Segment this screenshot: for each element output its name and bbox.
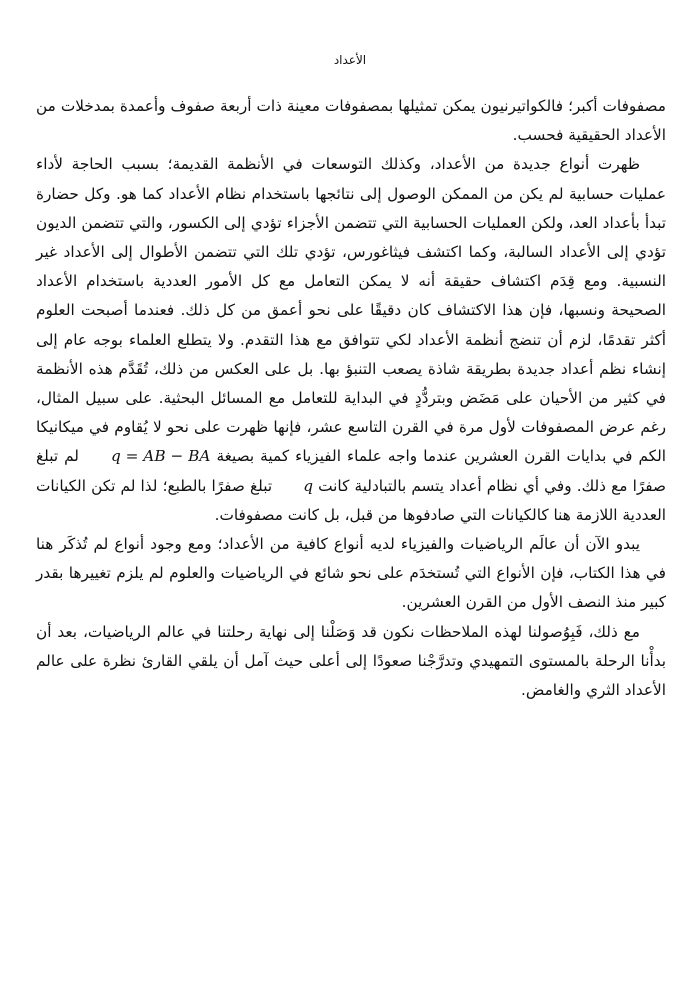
variable-q: q [303, 476, 313, 495]
paragraph-2 [36, 150, 666, 530]
commutator-formula: q = AB − BA [110, 447, 211, 466]
paragraph-1-text: مصفوفات أكبر؛ فالكواتيرنيون يمكن تمثيلها بمصفوفات معينة ذات أربعة صفوف وأعمدة بمدخلات من الأعداد الحقيقية فحسب. [36, 97, 666, 145]
paragraph-4-text: مع ذلك، فَبِوُصولنا لهذه الملاحظات نكون قد وَصَلْنا إلى نهاية رحلتنا في عالم الرياضيات، بعد أن بدأْنا الرحلة بالمستوى التمهيدي وتدرَّجْنا صعودًا إلى أعلى حيث آمل أن يلقي القارئ نظرة على عالم الأعداد الثري والغامض. [36, 622, 666, 700]
paragraph-2-text-c: تبلغ صفرًا بالطبع؛ لذا لم تكن الكيانات العددية اللازمة هنا كالكيانات التي صادفوها من قبل، بل كانت مصفوفات. [36, 476, 666, 524]
paragraph-2-text-b: لم تبلغ صفرًا مع ذلك. وفي أي نظام أعداد يتسم بالتبادلية كانت [36, 447, 666, 495]
paragraph-1 [36, 92, 666, 150]
paragraph-2-text-a: ظهرت أنواع جديدة من الأعداد، وكذلك التوسعات في الأنظمة القديمة؛ بسبب الحاجة لأداء عمليات حسابية لم يكن من الممكن الوصول إلى نتائجها باستخدام نظام الأعداد كما هو. وكل حضارة تبدأ بأعداد العد، ولكن العمليات الحسابية التي تتضمن الأجزاء تؤدي إلى الكسور، والتي تتضمن الديون تؤدي إلى الأعداد السالبة، وكما اكتشف فيثاغورس، تؤدي تلك التي تتضمن الأطوال إلى الأعداد غير النسبية. ومع قِدَم اكتشاف حقيقة أنه لا يمكن التعامل مع كل الأمور العددية باستخدام الأعداد الصحيحة ونسبها، فإن هذا الاكتشاف كان دقيقًا على نحو أعمق من كل ذلك. فعندما أصبحت العلوم أكثر تقدمًا، لزم أن تنضج أنظمة الأعداد لكي تتوافق مع هذا التقدم. ولا يتطلع العلماء بوجه عام إلى إنشاء نظم أعداد جديدة بطريقة شاذة يصعب التنبؤ بها. بل على العكس من ذلك، تُقَدَّم هذه الأنظمة في كثير من الأحيان على مَضَض وبتردُّدٍ في البداية للتعامل مع المسائل البحثية. على سبيل المثال، رغم عرض المصفوفات لأول مرة في القرن التاسع عشر، فإنها ظهرت على نحو لا يُقاوم في ميكانيكا الكم في بدايات القرن العشرين عندما واجه علماء الفيزياء كمية بصيغة [36, 155, 666, 466]
paragraph-3-text: يبدو الآن أن عالَم الرياضيات والفيزياء لديه أنواع كافية من الأعداد؛ ومع وجود أنواع لم تُذكَر هنا في هذا الكتاب، فإن الأنواع التي تُستخدَم على نحو شائع في الرياضيات والعلوم لم يلزم تغييرها بقدر كبير منذ النصف الأول من القرن العشرين. [36, 535, 666, 612]
body-text [36, 92, 666, 705]
paragraph-4 [36, 618, 666, 706]
running-header: الأعداد [333, 53, 367, 67]
paragraph-3 [36, 530, 666, 618]
